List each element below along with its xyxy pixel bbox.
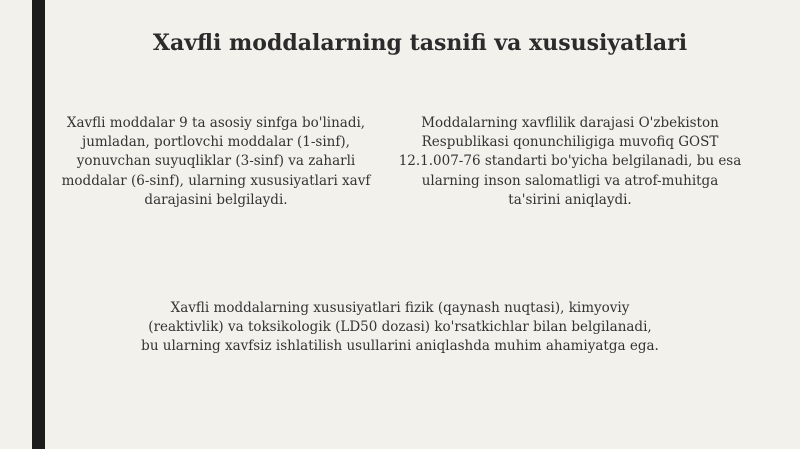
accent-bar: [32, 0, 45, 449]
paragraph-classes: Xavfli moddalar 9 ta asosiy sinfga bo'linadi, jumladan, portlovchi moddalar (1-sinf), yonuvchan suyuqliklar (3-sinf) va zaharli moddalar (6-sinf), ularning xususiyatlari xavf darajasini belgilaydi.: [61, 115, 371, 208]
paragraph-hazard-level: Moddalarning xavflilik darajasi O'zbekiston Respublikasi qonunchiligiga muvofiq GOST 12.1.007-76 standarti bo'yicha belgilanadi, bu esa ularning inson salomatligi va atrof-muhitga ta'sirini aniqlaydi.: [398, 115, 742, 208]
slide-title: Xavfli moddalarning tasnifi va xususiyatlari: [152, 30, 688, 56]
paragraph-properties: Xavfli moddalarning xususiyatlari fizik (qaynash nuqtasi), kimyoviy (reaktivlik) va toksikologik (LD50 dozasi) ko'rsatkichlar bilan belgilanadi, bu ularning xavfsiz ishlatilish usullarini aniqlashda muhim ahamiyatga ega.: [141, 300, 659, 355]
